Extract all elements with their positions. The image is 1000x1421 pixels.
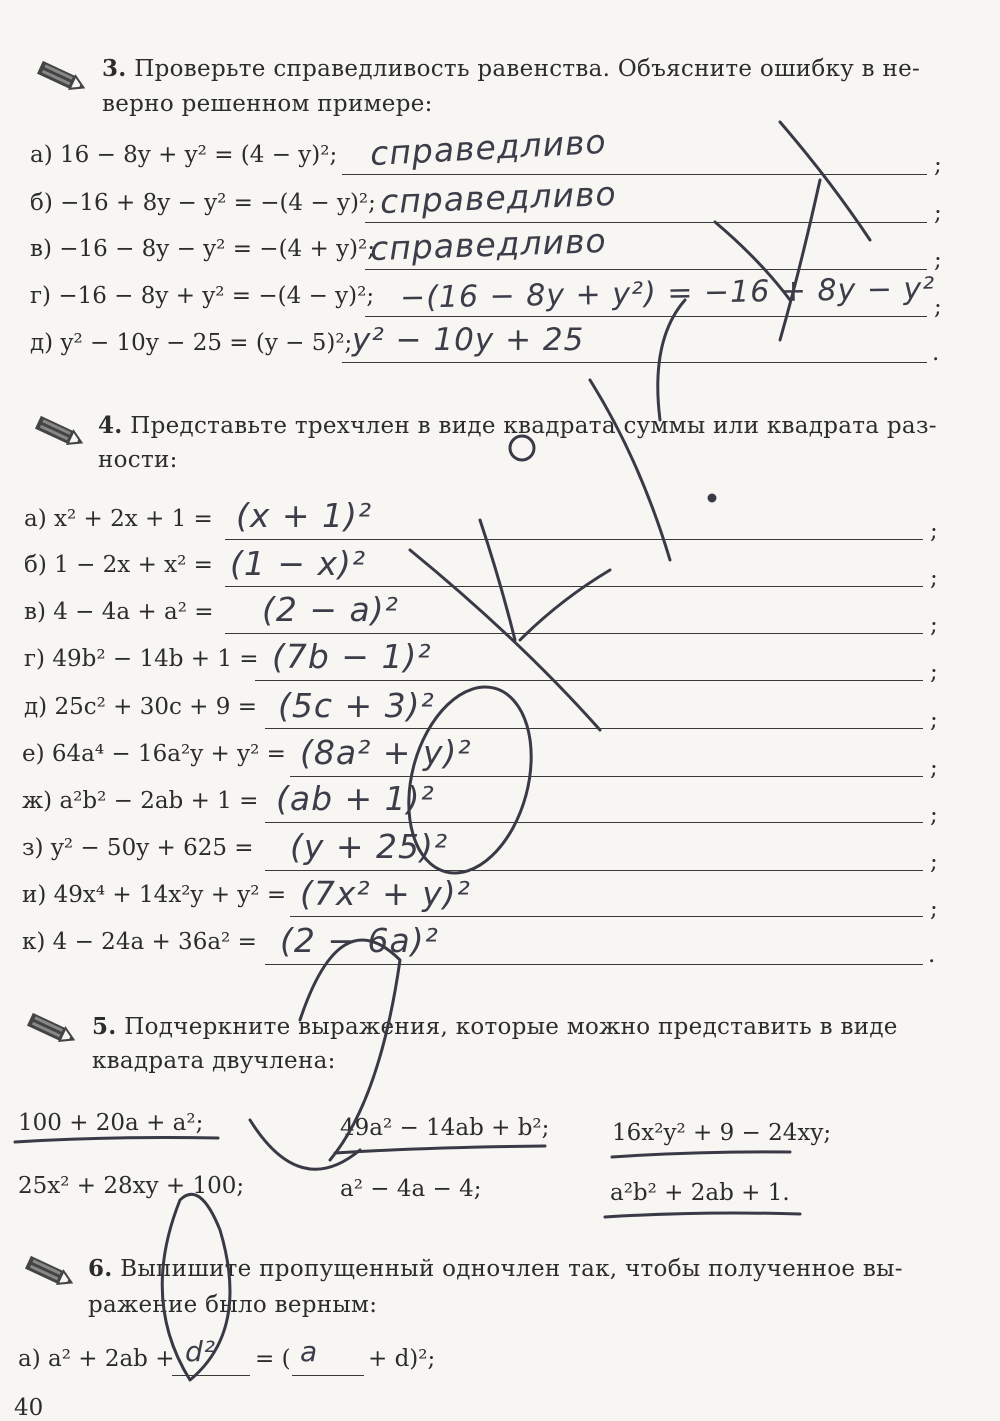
task4-row-label: б) 1 − 2x + x² = (24, 552, 213, 578)
underline-mark (15, 1138, 218, 1143)
task4-row-answer: (y + 25)² (290, 827, 449, 866)
task3-title-line2: верно решенном примере: (102, 91, 433, 117)
task4-row-answer: (1 − x)² (230, 544, 367, 583)
task4-row-label: и) 49x⁴ + 14x²y + y² = (22, 882, 287, 908)
page-number: 40 (14, 1395, 44, 1421)
row-end: ; (930, 802, 938, 828)
task4-row-label: а) x² + 2x + 1 = (24, 506, 213, 532)
task4-row-answer: (2 − 6a)² (280, 921, 439, 960)
task3-row-d-answer: −(16 − 8y + y²) = −16 + 8y − y² (399, 271, 936, 316)
expression-item[interactable]: 100 + 20a + a²; (18, 1110, 204, 1136)
task3-row-a-answer: справедливо (369, 121, 608, 174)
task4-number: 4. (98, 412, 123, 439)
row-end: ; (930, 896, 938, 922)
task4-row-answer: (7b − 1)² (272, 637, 432, 676)
expression-item[interactable]: a²b² + 2ab + 1. (610, 1180, 790, 1206)
row-end: ; (934, 294, 942, 320)
underline-mark (605, 1213, 800, 1217)
underline-mark (612, 1152, 790, 1157)
task3-row-b-label: б) −16 + 8y − y² = −(4 − y)²; (30, 190, 376, 216)
task4-row-label: к) 4 − 24a + 36a² = (22, 929, 257, 955)
task3-row-c-answer: справедливо (369, 220, 608, 269)
task5-number: 5. (92, 1013, 117, 1040)
expression-item[interactable]: 49a² − 14ab + b²; (340, 1115, 550, 1141)
task4-row-answer: (ab + 1)² (276, 779, 435, 818)
task5-title-text: Подчеркните выражения, которые можно представить в виде (124, 1014, 898, 1040)
task6-title-text: Выпишите пропущенный одночлен так, чтобы полученное вы- (120, 1256, 903, 1282)
task4-row-label: г) 49b² − 14b + 1 = (24, 646, 259, 672)
scribble-stroke (250, 1120, 360, 1169)
scribble-stroke (300, 940, 400, 1160)
row-end: ; (934, 247, 942, 273)
task3-row-c-label: в) −16 − 8y − y² = −(4 + y)²; (30, 236, 375, 262)
scribble-dot (709, 495, 715, 501)
task6-row-a-blank2: a (300, 1335, 319, 1368)
task5-title-line2: квадрата двучлена: (92, 1048, 336, 1074)
task4-row-label: ж) a²b² − 2ab + 1 = (22, 788, 259, 814)
task4-row-label: д) 25c² + 30c + 9 = (24, 694, 257, 720)
row-end: ; (934, 152, 942, 178)
task6-number: 6. (88, 1255, 113, 1282)
task3-row-e-answer: y² − 10y + 25 (352, 322, 585, 358)
scribble-oval (389, 673, 550, 887)
scribble-stroke (410, 550, 600, 730)
underline-mark (335, 1146, 545, 1153)
row-end: ; (930, 518, 938, 544)
scribble-stroke (480, 520, 515, 640)
task6-row-a-prefix: а) a² + 2ab + (18, 1346, 175, 1372)
task4-row-label: в) 4 − 4a + a² = (24, 599, 214, 625)
row-end: ; (930, 755, 938, 781)
scribble-oval (510, 436, 534, 460)
task4-row-answer: (x + 1)² (236, 496, 373, 535)
task3-number: 3. (102, 55, 127, 82)
scribble-stroke (780, 122, 870, 240)
task4-title-line2: ности: (98, 447, 178, 473)
task4-row-answer: (7x² + y)² (300, 874, 471, 913)
expression-item[interactable]: 25x² + 28xy + 100; (18, 1173, 245, 1199)
task4-row-label: з) y² − 50y + 625 = (22, 835, 254, 861)
task6-row-a-blank1: d² (185, 1335, 216, 1368)
task6-row-a-mid: = ( (255, 1346, 291, 1372)
expression-item[interactable]: 16x²y² + 9 − 24xy; (612, 1120, 832, 1146)
scribble-stroke (658, 300, 685, 420)
row-end: . (932, 340, 940, 366)
task3-row-a-label: а) 16 − 8y + y² = (4 − y)²; (30, 142, 338, 168)
task4-row-answer: (8a² + y)² (300, 733, 472, 772)
row-end: ; (930, 565, 938, 591)
row-end: . (928, 942, 936, 968)
row-end: ; (930, 707, 938, 733)
scribble-stroke (520, 570, 610, 640)
scribble-stroke (780, 180, 820, 340)
row-end: ; (930, 659, 938, 685)
expression-item[interactable]: a² − 4a − 4; (340, 1176, 482, 1202)
task3-title-text: Проверьте справедливость равенства. Объясните ошибку в не- (134, 56, 921, 82)
task4-row-answer: (2 − a)² (262, 590, 399, 629)
task3-row-b-answer: справедливо (379, 173, 618, 222)
row-end: ; (930, 612, 938, 638)
row-end: ; (930, 849, 938, 875)
scribble-stroke (715, 222, 790, 300)
task4-row-label: е) 64a⁴ − 16a²y + y² = (22, 741, 286, 767)
task6-row-a-suffix: + d)²; (368, 1346, 436, 1372)
task3-row-d-label: г) −16 − 8y + y² = −(4 − y)²; (30, 283, 375, 309)
task4-row-answer: (5c + 3)² (278, 686, 435, 725)
scribble-stroke (162, 1194, 230, 1380)
task6-title-line2: ражение было верным: (88, 1292, 378, 1318)
task4-title-text: Представьте трехчлен в виде квадрата суммы или квадрата раз- (130, 413, 937, 439)
task3-row-e-label: д) y² − 10y − 25 = (y − 5)²; (30, 330, 353, 356)
row-end: ; (934, 200, 942, 226)
